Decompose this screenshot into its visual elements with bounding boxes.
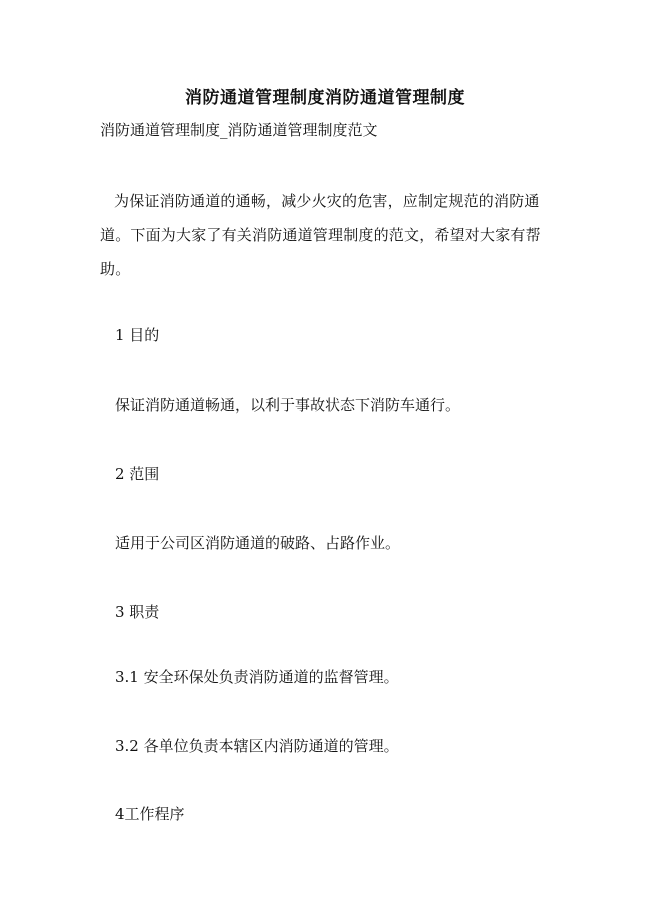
section-heading-purpose: 1 目的 xyxy=(115,326,160,344)
section-text-duty-3-2: 3.2 各单位负责本辖区内消防通道的管理。 xyxy=(115,737,399,755)
section-text-duty-3-1: 3.1 安全环保处负责消防通道的监督管理。 xyxy=(115,668,399,686)
intro-paragraph: 为保证消防通道的通畅，减少火灾的危害，应制定规范的消防通道。下面为大家了有关消防通道管理制度的范文，希望对大家有帮助。 xyxy=(100,192,541,278)
section-heading-scope: 2 范围 xyxy=(115,465,160,483)
document-title: 消防通道管理制度消防通道管理制度 xyxy=(185,88,465,108)
section-heading-procedure: 4工作程序 xyxy=(115,805,185,823)
section-heading-duties: 3 职责 xyxy=(115,603,160,621)
section-text-purpose: 保证消防通道畅通，以利于事故状态下消防车通行。 xyxy=(115,396,461,414)
document-subtitle: 消防通道管理制度_消防通道管理制度范文 xyxy=(100,121,378,139)
section-text-scope: 适用于公司区消防通道的破路、占路作业。 xyxy=(115,534,401,552)
